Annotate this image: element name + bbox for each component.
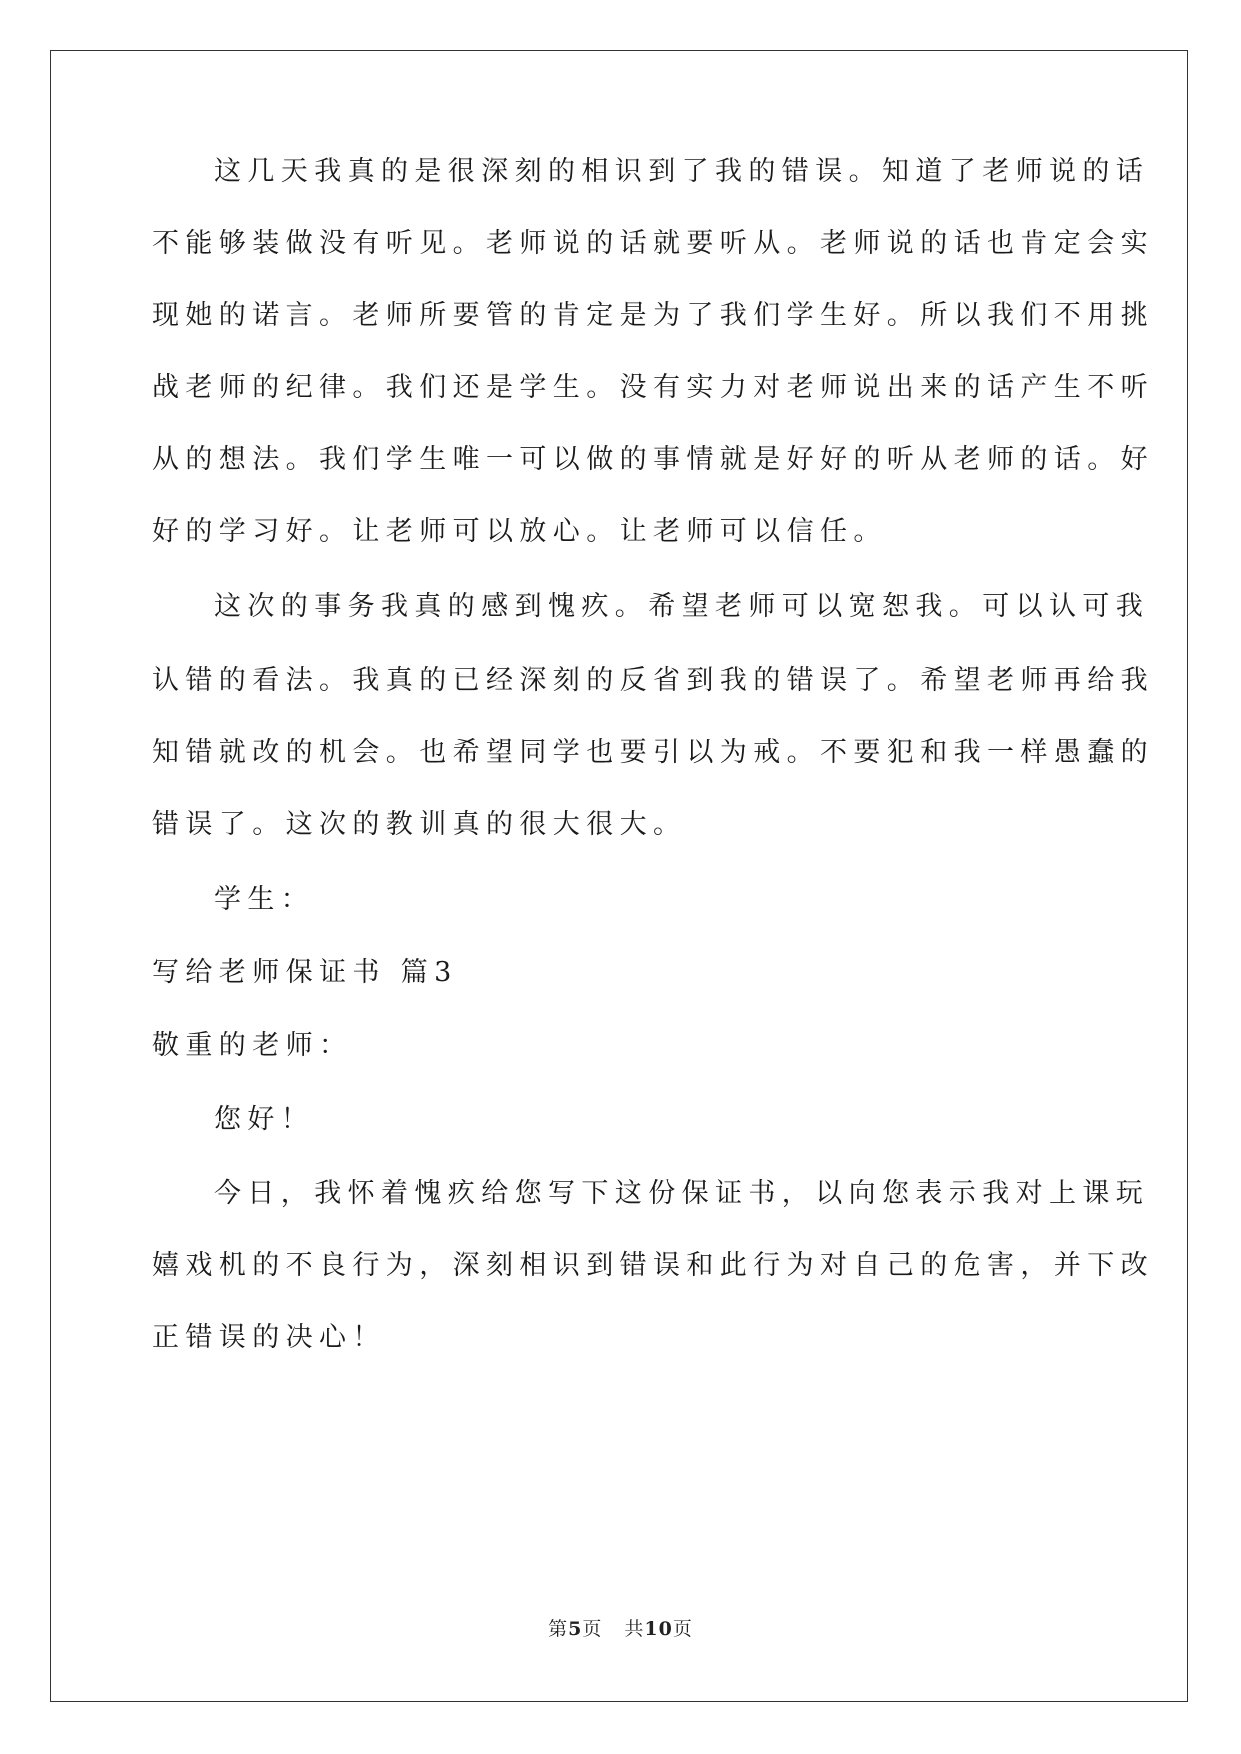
footer-page-number: 5 [568, 1618, 583, 1640]
paragraph-2-line-2: 认错的看法。我真的已经深刻的反省到我的错误了。希望老师再给我 [152, 665, 1154, 696]
page-footer [0, 1614, 1241, 1641]
signature-label: 学生： [214, 884, 315, 915]
paragraph-3-line-3: 正错误的决心！ [152, 1322, 386, 1353]
salutation: 敬重的老师： [152, 1030, 353, 1061]
paragraph-3-line-1: 今日，我怀着愧疚给您写下这份保证书，以向您表示我对上课玩 [214, 1178, 1150, 1209]
footer-total-pages: 10 [644, 1618, 673, 1640]
paragraph-1-line-1: 这几天我真的是很深刻的相识到了我的错误。知道了老师说的话 [214, 156, 1150, 187]
footer-total-prefix: 共 [624, 1618, 645, 1640]
section-title: 写给老师保证书 篇3 [152, 957, 458, 988]
paragraph-1-line-4: 战老师的纪律。我们还是学生。没有实力对老师说出来的话产生不听 [152, 372, 1154, 403]
footer-prefix: 第 [548, 1618, 569, 1640]
greeting: 您好！ [214, 1104, 315, 1135]
paragraph-1-line-3: 现她的诺言。老师所要管的肯定是为了我们学生好。所以我们不用挑 [152, 300, 1154, 331]
paragraph-2-line-4: 错误了。这次的教训真的很大很大。 [152, 809, 687, 840]
paragraph-3-line-2: 嬉戏机的不良行为，深刻相识到错误和此行为对自己的危害，并下改 [152, 1250, 1154, 1281]
footer-total-suffix: 页 [672, 1618, 693, 1640]
footer-page-suffix: 页 [582, 1618, 603, 1640]
paragraph-1-line-2: 不能够装做没有听见。老师说的话就要听从。老师说的话也肯定会实 [152, 228, 1154, 259]
paragraph-2-line-3: 知错就改的机会。也希望同学也要引以为戒。不要犯和我一样愚蠢的 [152, 737, 1154, 768]
paragraph-1-line-5: 从的想法。我们学生唯一可以做的事情就是好好的听从老师的话。好 [152, 444, 1154, 475]
paragraph-2-line-1: 这次的事务我真的感到愧疚。希望老师可以宽恕我。可以认可我 [214, 591, 1150, 622]
paragraph-1-line-6: 好的学习好。让老师可以放心。让老师可以信任。 [152, 516, 887, 547]
